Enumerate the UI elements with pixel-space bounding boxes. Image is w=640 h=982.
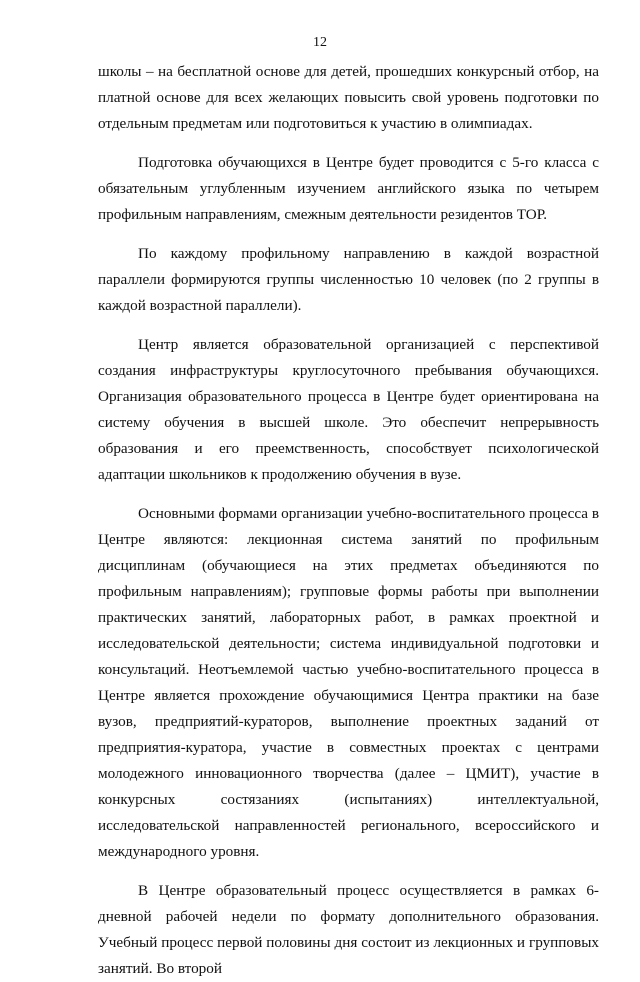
paragraph-center-organization: Центр является образовательной организацией с перспективой создания инфраструктуры круглосуточного пребывания обучающихся. Организация образовательного процесса в Центре будет ориентирована на систему обучения в высшей школе. Это обеспечит непрерывность образования и его преемственность, способствует психологической адаптации школьников к продолжению обучения в вузе. — [98, 336, 599, 483]
paragraph-continuation: школы – на бесплатной основе для детей, прошедших конкурсный отбор, на платной основе для всех желающих повысить свой уровень подготовки по отдельным предметам или подготовиться к участию в олимпиадах. — [98, 63, 599, 132]
paragraph-training-start: Подготовка обучающихся в Центре будет проводится с 5-го класса с обязательным углубленным изучением английского языка по четырем профильным направлениям, смежным деятельности резидентов ТОР. — [98, 154, 599, 223]
page-number: 12 — [313, 35, 327, 50]
paragraph-educational-process: В Центре образовательный процесс осуществляется в рамках 6-дневной рабочей недели по формату дополнительного образования. Учебный процесс первой половины дня состоит из лекционных и групповых занятий. Во второй — [98, 882, 599, 977]
paragraph-group-size: По каждому профильному направлению в каждой возрастной параллели формируются группы численностью 10 человек (по 2 группы в каждой возрастной параллели). — [98, 245, 599, 314]
body-text — [98, 59, 599, 982]
paragraph-forms-of-education: Основными формами организации учебно-воспитательного процесса в Центре являются: лекционная система занятий по профильным дисциплинам (обучающиеся на этих предметах объединяются по профильным направлениям); групповые формы работы при выполнении практических занятий, лабораторных работ, в рамках проектной и исследовательской деятельности; система индивидуальной подготовки и консультаций. Неотъемлемой частью учебно-воспитательного процесса в Центре является прохождение обучающимися Центра практики на базе вузов, предприятий-кураторов, выполнение проектных заданий от предприятия-куратора, участие в совместных проектах с центрами молодежного инновационного творчества (далее – ЦМИТ), участие в конкурсных состязаниях (испытаниях) интеллектуальной, исследовательской направленностей регионального, всероссийского и международного уровня. — [98, 505, 599, 860]
